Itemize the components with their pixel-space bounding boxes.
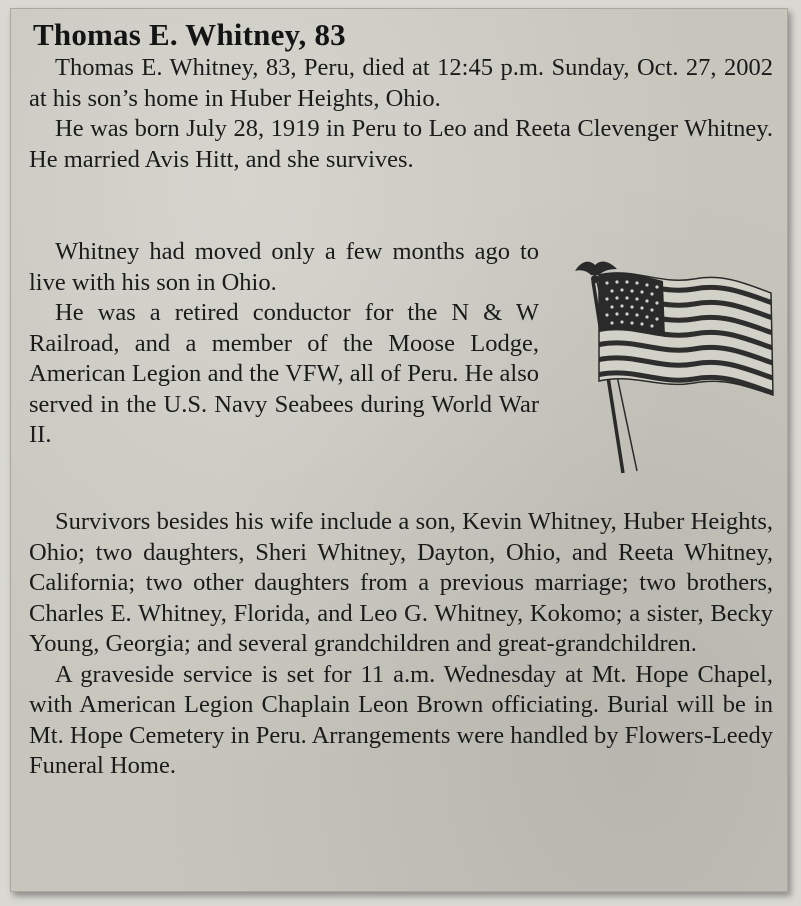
newspaper-clipping xyxy=(10,8,788,892)
american-flag-icon xyxy=(559,245,779,475)
paragraph-career-service: He was a retired conductor for the N & W Railroad, and a member of the Moose Lodge, American Legion and the VFW, all of Peru. He also served in the U.S. Navy Seabees during World War II. xyxy=(29,299,539,448)
obituary-bottom-column xyxy=(29,507,773,782)
obituary-headline: Thomas E. Whitney, 83 xyxy=(33,17,346,52)
obituary-narrow-column xyxy=(29,237,539,451)
paragraph-services: A graveside service is set for 11 a.m. Wednesday at Mt. Hope Chapel, with American Legion Chaplain Leon Brown officiating. Burial will be in Mt. Hope Cemetery in Peru. Arrangements were handled by Flowers-Leedy Funeral Home. xyxy=(29,660,773,779)
paragraph-relocation: Whitney had moved only a few months ago to live with his son in Ohio. xyxy=(29,238,539,296)
obituary-top-column xyxy=(29,53,773,175)
paragraph-birth-marriage: He was born July 28, 1919 in Peru to Leo and Reeta Clevenger Whitney. He married Avis Hitt, and she survives. xyxy=(29,115,773,173)
paragraph-death-notice: Thomas E. Whitney, 83, Peru, died at 12:45 p.m. Sunday, Oct. 27, 2002 at his son’s home in Huber Heights, Ohio. xyxy=(29,54,773,112)
paragraph-survivors: Survivors besides his wife include a son, Kevin Whitney, Huber Heights, Ohio; two daughters, Sheri Whitney, Dayton, Ohio, and Reeta Whitney, California; two other daughters from a previous marriage; two brothers, Charles E. Whitney, Florida, and Leo G. Whitney, Kokomo; a sister, Becky Young, Georgia; and several grandchildren and great-grandchildren. xyxy=(29,508,773,657)
